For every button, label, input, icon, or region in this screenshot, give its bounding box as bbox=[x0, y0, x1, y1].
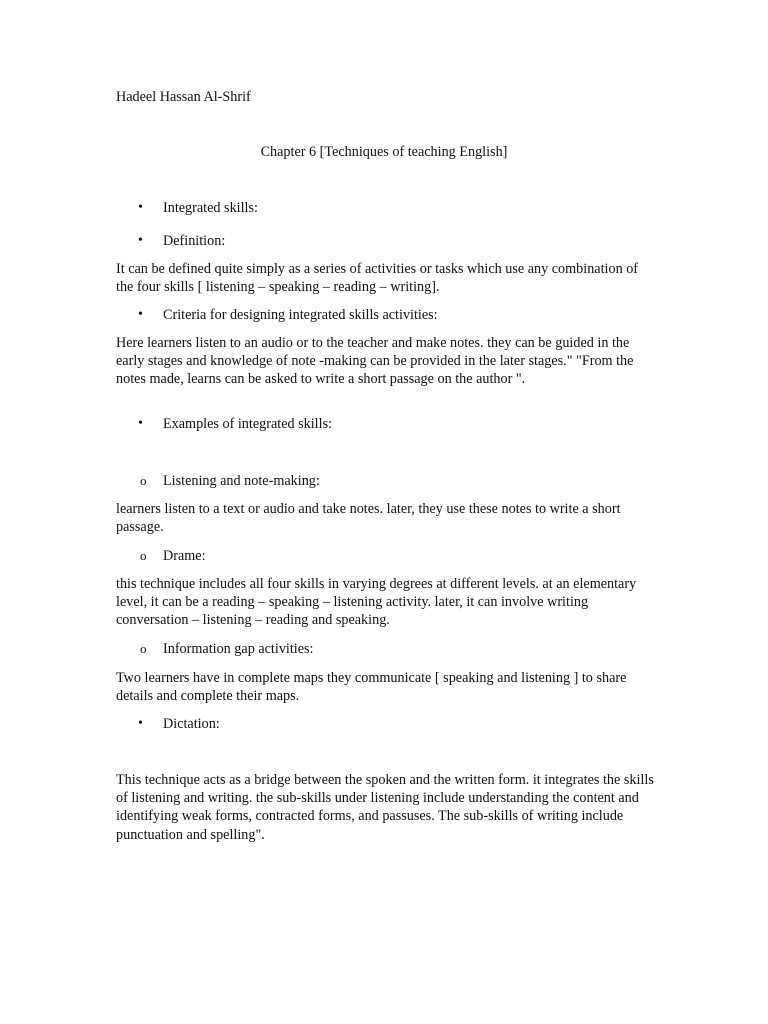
circle-bullet-icon: o bbox=[140, 473, 147, 488]
bullet-icon: • bbox=[138, 200, 143, 215]
bullet-item-integrated-skills bbox=[116, 199, 656, 219]
bullet-icon: • bbox=[138, 307, 143, 322]
sub-item-label: Information gap activities: bbox=[163, 641, 314, 657]
bullet-label: Criteria for designing integrated skills activities: bbox=[163, 307, 438, 323]
bullet-label: Dictation: bbox=[163, 716, 220, 732]
definition-paragraph: It can be defined quite simply as a series of activities or tasks which use any combination of the four skills [ listening – speaking – reading – writing]. bbox=[116, 261, 639, 296]
author-name: Hadeel Hassan Al-Shrif bbox=[116, 89, 251, 105]
bullet-item-examples bbox=[116, 415, 656, 435]
drame-paragraph: this technique includes all four skills in varying degrees at different levels. at an elementary level, it can be a reading – speaking – listening activity. later, it can involve writing conversation – listening – reading and speaking. bbox=[116, 576, 637, 629]
circle-bullet-icon: o bbox=[140, 548, 147, 563]
bullet-icon: • bbox=[138, 233, 143, 248]
sub-item-label: Listening and note-making: bbox=[163, 473, 320, 489]
bullet-label: Integrated skills: bbox=[163, 200, 258, 216]
bullet-label: Definition: bbox=[163, 233, 226, 249]
circle-bullet-icon: o bbox=[140, 641, 147, 656]
sub-item-drame bbox=[116, 547, 656, 567]
bullet-item-dictation bbox=[116, 715, 656, 735]
bullet-item-criteria bbox=[116, 306, 656, 326]
listening-paragraph: learners listen to a text or audio and take notes. later, they use these notes to write a short passage. bbox=[116, 501, 621, 536]
sub-item-label: Drame: bbox=[163, 548, 206, 564]
sub-item-listening bbox=[116, 472, 656, 492]
information-gap-paragraph: Two learners have in complete maps they communicate [ speaking and listening ] to share details and complete their maps. bbox=[116, 670, 627, 705]
bullet-icon: • bbox=[138, 416, 143, 431]
bullet-item-definition bbox=[116, 232, 656, 252]
bullet-label: Examples of integrated skills: bbox=[163, 416, 333, 432]
document-title: Chapter 6 [Techniques of teaching English] bbox=[260, 144, 508, 160]
criteria-paragraph: Here learners listen to an audio or to the teacher and make notes. they can be guided in the early stages and knowledge of note -making can be provided in the later stages." "From the notes made, learns can be asked to write a short passage on the author ". bbox=[116, 335, 634, 388]
bullet-icon: • bbox=[138, 716, 143, 731]
sub-item-information-gap bbox=[116, 640, 656, 660]
dictation-paragraph: This technique acts as a bridge between the spoken and the written form. it integrates the skills of listening and writing. the sub-skills under listening include understanding the content and identifying weak forms, contracted forms, and passuses. The sub-skills of writing include punctuation and spelling". bbox=[116, 772, 654, 843]
